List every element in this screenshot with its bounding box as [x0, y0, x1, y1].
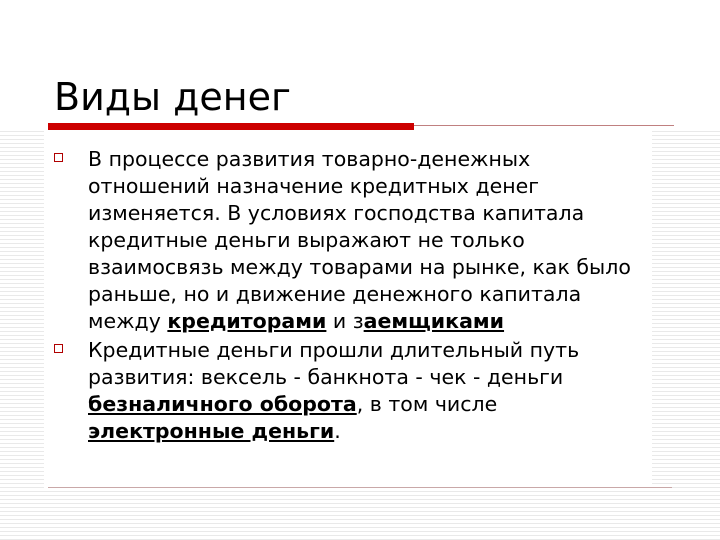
title-underline-thin: [414, 125, 674, 126]
slide-title: Виды денег: [54, 75, 291, 119]
square-bullet-icon: [54, 153, 63, 162]
bullet-list: [48, 146, 658, 447]
link-electronic-money[interactable]: электронные деньги: [88, 419, 335, 443]
link-creditors[interactable]: кредиторами: [167, 309, 327, 333]
bullet-text: В процессе развития товарно-денежных отношений назначение кредитных денег изменяется. В условиях господства капитала кредитные деньги выражают не только взаимосвязь между товарами на рынке, как было раньше, но и движение денежного капитала между: [88, 147, 631, 333]
bullet-text: , в том числе: [356, 392, 498, 416]
bullet-text: Кредитные деньги прошли длительный путь развития: вексель - банкнота - чек - деньги: [88, 338, 580, 389]
square-bullet-icon: [54, 344, 63, 353]
bullet-item-credit-money-path: [48, 337, 658, 445]
bullet-item-credit-money-evolution: [48, 146, 658, 335]
footer-divider: [48, 487, 672, 488]
bullet-text: и з: [326, 309, 364, 333]
bullet-text: .: [334, 419, 341, 443]
link-borrowers[interactable]: аемщиками: [363, 309, 505, 333]
link-cashless-turnover[interactable]: безналичного оборота: [88, 392, 357, 416]
title-underline-accent: [48, 123, 414, 130]
